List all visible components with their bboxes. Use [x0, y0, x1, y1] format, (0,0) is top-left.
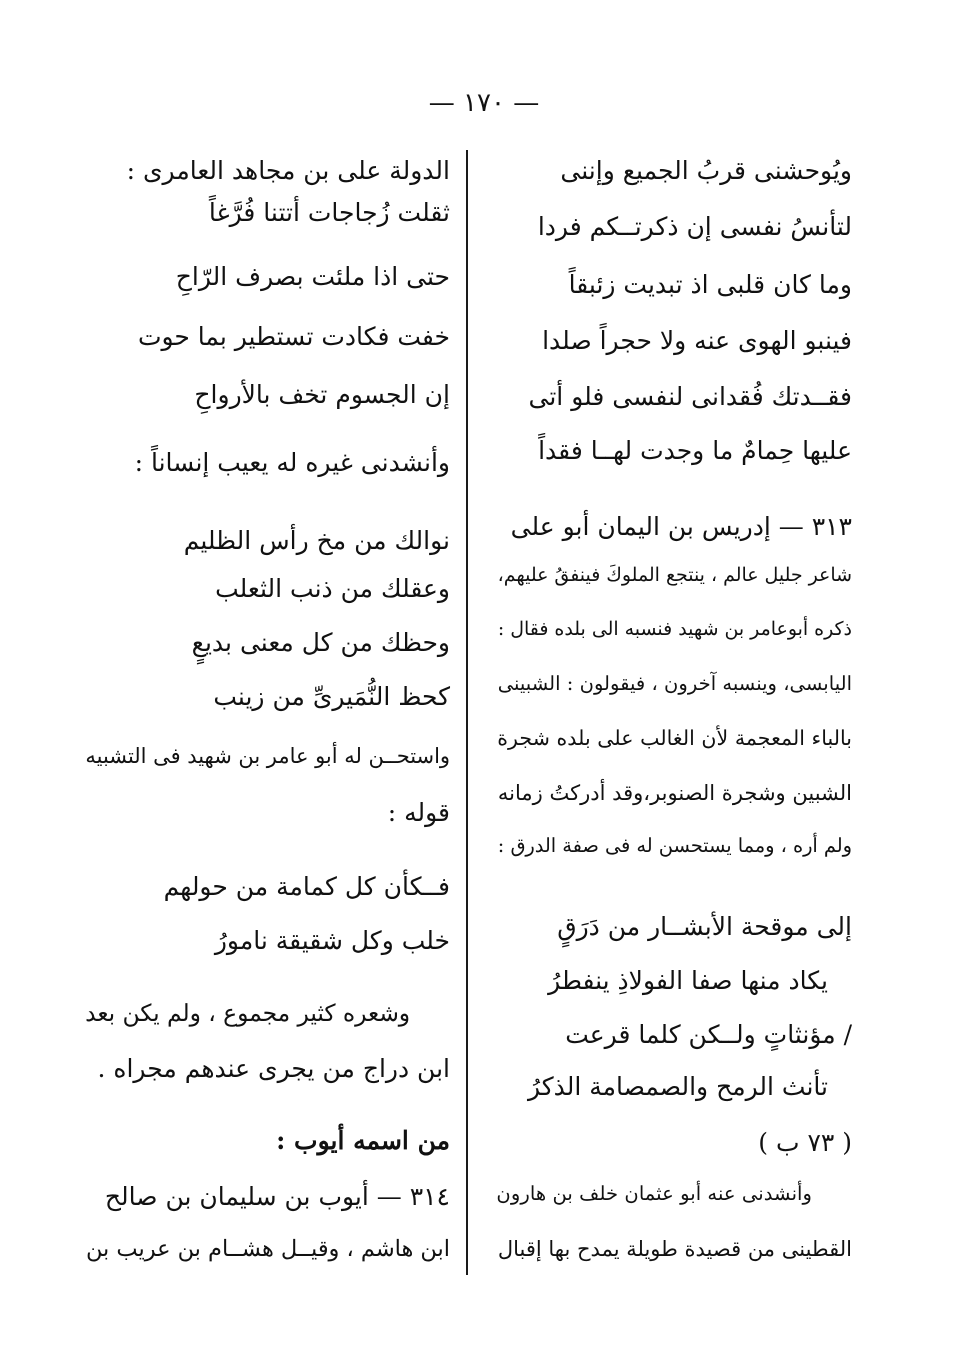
text-line: ويُوحشنى قربُ الجميع وإننى: [560, 156, 852, 185]
text-line: ولم أره ، ومما يستحسن له فى صفة الدرق :: [497, 834, 852, 857]
text-line: خفت فكادت تستطير بما حوت: [137, 322, 450, 351]
text-line: عليها حِمامٌ ما وجدت لهــا فقداً: [538, 436, 852, 465]
page-number: — ١٧٠ —: [428, 88, 540, 118]
text-line: فــكأن كل كمامة من حولهم: [163, 872, 450, 901]
text-line: وأنشدنى غيره له يعيب إنساناً :: [134, 448, 450, 477]
text-line: الدولة على بن مجاهد العامرى :: [126, 156, 450, 185]
text-line: حتى اذا ملئت بصرف الرّاحِ: [175, 262, 450, 291]
text-line: ٣١٤ — أيوب بن سليمان بن صالح: [104, 1182, 450, 1211]
text-line: الشبين وشجرة الصنوبر،وقد أدركتُ زمانه: [497, 780, 852, 805]
text-line: وأنشدنى عنه أبو عثمان خلف بن هارون: [496, 1182, 812, 1205]
text-line: يكاد منها صفا الفولاذِ ينفطرُ: [548, 966, 828, 995]
text-line: ثقلت زُجاجات أتتنا فُرَّغاً: [208, 198, 450, 227]
section-heading: من اسمه أيوب :: [276, 1126, 450, 1155]
text-line: ذكره أبوعامر بن شهيد فنسبه الى بلده فقال :: [497, 618, 852, 640]
column-divider: [466, 150, 468, 1275]
text-line: قوله :: [387, 798, 450, 827]
text-line: بالباء المعجمة لأن الغالب على بلده شجرة: [497, 726, 852, 750]
text-line: وعقلك من ذنب الثعلب: [215, 574, 450, 603]
text-line: إن الجسوم تخف بالأرواحِ: [194, 380, 450, 409]
text-line: خلب وكل شقيقة نامورُ: [214, 926, 450, 955]
text-line: تأنث الرمح والصمصامة الذكرُ: [527, 1072, 828, 1101]
text-line: اليابسى، وينسبه آخرون ، فيقولون : الشبينى: [497, 672, 852, 695]
text-line: وحظك من كل معنى بديعٍ: [191, 628, 450, 657]
text-line: نوالك من مخ رأس الظليم: [183, 526, 450, 555]
text-line: ابن دراج من يجرى عندهم مجراه .: [97, 1054, 450, 1083]
text-line: لتأنسُ نفسى إن ذكرتــكم فردا: [537, 212, 852, 241]
text-line: ابن هاشم ، وقيــل هشــام بن عريب بن: [85, 1236, 450, 1262]
text-line: فقــدتك فُقدانى لنفسى فلو أتى: [528, 382, 852, 411]
text-line: / مؤنثاتٍ ولــكن كلما قرعت: [565, 1020, 852, 1049]
text-line: شاعر جليل عالم ، ينتجع الملوكَ فينفقُ عليهم،: [497, 564, 852, 586]
text-line: واستحــن له أبو عامر بن شهيد فى التشبيه: [85, 744, 450, 768]
text-line: كحظ النُّمَيرىِّ من زينب: [213, 682, 450, 711]
text-line: وشعره كثير مجموع ، ولم يكن بعد: [85, 1000, 410, 1027]
text-line: إلى موقحة الأبشــار من دَرَقٍ: [557, 912, 852, 941]
text-line: فينبو الهوى عنه ولا حجراً صلدا: [542, 326, 852, 355]
text-line: وما كان قلبى اذ تبديت زئبقاً: [568, 270, 852, 299]
text-line: ٣١٣ — إدريس بن اليمان أبو على: [510, 512, 852, 541]
text-line: ( ٧٣ ب ): [758, 1128, 852, 1157]
text-line: القطينى من قصيدة طويلة يمدح بها إقبال: [497, 1236, 852, 1261]
